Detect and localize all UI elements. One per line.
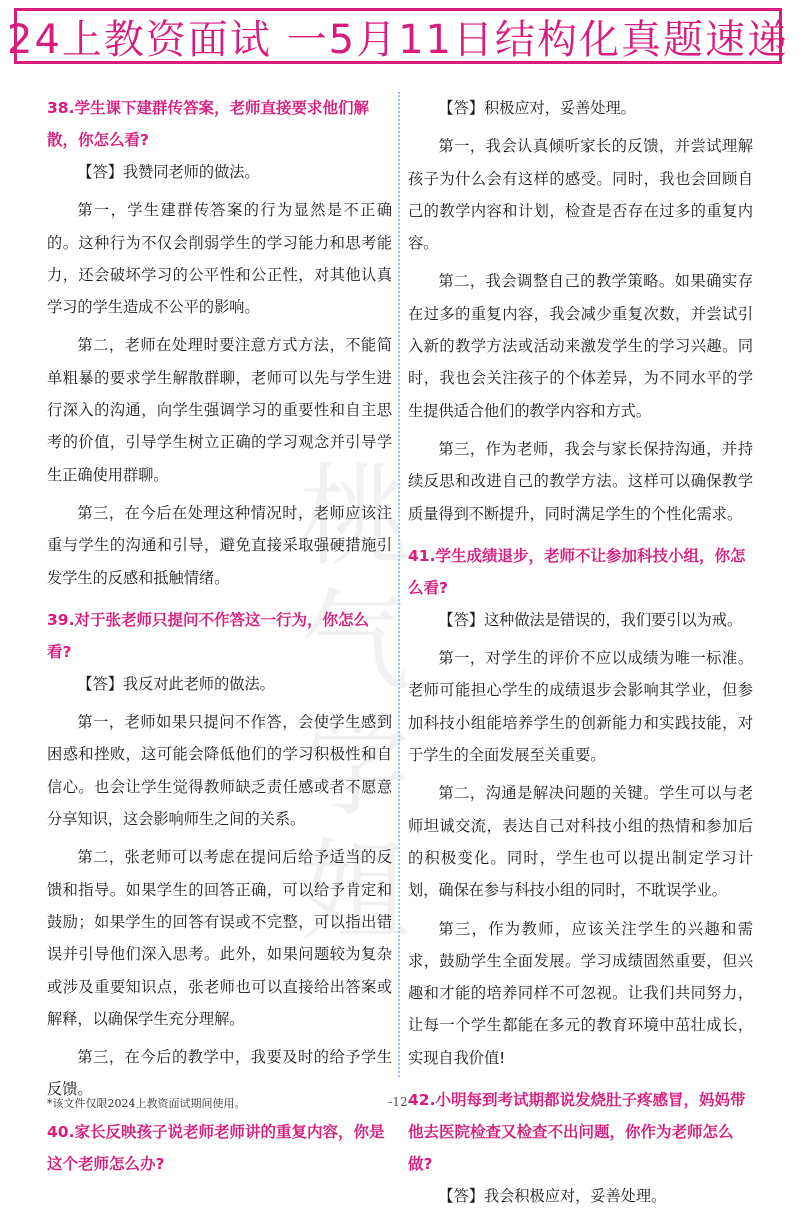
answer-paragraph: 【答】我会积极应对，妥善处理。: [438, 1187, 667, 1206]
answer-paragraph: 【答】这种做法是错误的，我们要引以为戒。: [438, 610, 743, 629]
watermark: 桃气学姐: [300, 453, 410, 956]
page-title-text: 24上教资面试 一5月11日结构化真题速递: [7, 16, 789, 63]
answer-paragraph: 第三，在今后的教学中，我要及时的给予学生反馈。: [47, 1048, 392, 1099]
answer-paragraph: 第一，我会认真倾听家长的反馈，并尝试理解孩子为什么会有这样的感受。同时，我也会回顾自己的教学内容和计划，检查是否存在过多的重复内容。: [408, 137, 753, 253]
column-divider: [398, 92, 400, 1077]
question-40-answer-section: [408, 92, 753, 530]
question-40-heading: 40.家长反映孩子说老师老师讲的重复内容，你是这个老师怎么办?: [47, 1122, 385, 1173]
right-column: [408, 92, 753, 1218]
answer-paragraph: 第二，沟通是解决问题的关键。学生可以与老师坦诚交流，表达自己对科技小组的热情和参加后的积极变化。同时，学生也可以提出制定学习计划，确保在参与科技小组的同时，不耽误学业。: [408, 784, 753, 900]
question-42-heading: 42.小明每到考试期都说发烧肚子疼感冒，妈妈带他去医院检查又检查不出问题，你作为老师怎么做?: [408, 1091, 746, 1174]
left-column: [47, 92, 392, 1180]
question-38-heading: 38.学生课下建群传答案，老师直接要求他们解散，你怎么看?: [47, 99, 369, 149]
answer-paragraph: 第三，在今后在处理这种情况时，老师应该注重与学生的沟通和引导，避免直接采取强硬措施引发学生的反感和抵触情绪。: [47, 503, 392, 587]
question-41-section: [408, 540, 753, 1074]
footer-note: *该文件仅限2024上教资面试期间使用。: [47, 1097, 246, 1110]
answer-paragraph: 第二，张老师可以考虑在提问后给予适当的反馈和指导。如果学生的回答正确，可以给予肯定和鼓励；如果学生的回答有误或不完整，可以指出错误并引导他们深入思考。此外，如果问题较为复杂或涉及重要知识点，张老师也可以直接给出答案或解释，以确保学生充分理解。: [47, 848, 392, 1028]
answer-paragraph: 第一，学生建群传答案的行为显然是不正确的。这种行为不仅会削弱学生的学习能力和思考能力，还会破坏学习的公平性和公正性，对其他认真学习的学生造成不公平的影响。: [47, 201, 392, 317]
answer-paragraph: 第三，作为教师，应该关注学生的兴趣和需求，鼓励学生全面发展。学习成绩固然重要，但兴趣和才能的培养同样不可忽视。让我们共同努力，让每一个学生都能在多元的教育环境中茁壮成长，实现自我价值!: [408, 919, 753, 1067]
answer-paragraph: 第三，作为老师，我会与家长保持沟通，并持续反思和改进自己的教学方法。这样可以确保教学质量得到不断提升，同时满足学生的个性化需求。: [408, 439, 753, 523]
question-41-heading: 41.学生成绩退步，老师不让参加科技小组，你怎么看?: [408, 546, 746, 597]
answer-paragraph: 第二，老师在处理时要注意方式方法，不能简单粗暴的要求学生解散群聊，老师可以先与学生进行深入的沟通，向学生强调学习的重要性和自主思考的价值，引导学生树立正确的学习观念并引导学生正确使用群聊。: [47, 336, 392, 484]
question-40-section: [47, 1116, 392, 1180]
page-number: -12-: [388, 1095, 412, 1109]
answer-paragraph: 【答】我赞同老师的做法。: [77, 163, 260, 181]
question-39-section: [47, 604, 392, 1106]
answer-paragraph: 第一，老师如果只提问不作答，会使学生感到困惑和挫败，这可能会降低他们的学习积极性和自信心。也会让学生觉得教师缺乏责任感或者不愿意分享知识，这会影响师生之间的关系。: [47, 713, 392, 829]
answer-paragraph: 第一，对学生的评价不应以成绩为唯一标准。老师可能担心学生的成绩退步会影响其学业，但参加科技小组能培养学生的创新能力和实践技能，对于学生的全面发展至关重要。: [408, 649, 753, 765]
answer-paragraph: 【答】我反对此老师的做法。: [77, 674, 275, 693]
question-39-heading: 39.对于张老师只提问不作答这一行为，你怎么看?: [47, 610, 369, 661]
answer-paragraph: 【答】积极应对，妥善处理。: [438, 99, 636, 117]
question-38-section: [47, 92, 392, 594]
page-title: [7, 8, 789, 64]
answer-paragraph: 第二，我会调整自己的教学策略。如果确实存在过多的重复内容，我会减少重复次数，并尝试引入新的教学方法或活动来激发学生的学习兴趣。同时，我也会关注孩子的个体差异，为不同水平的学生提供适合他们的教学内容和方式。: [408, 272, 753, 420]
